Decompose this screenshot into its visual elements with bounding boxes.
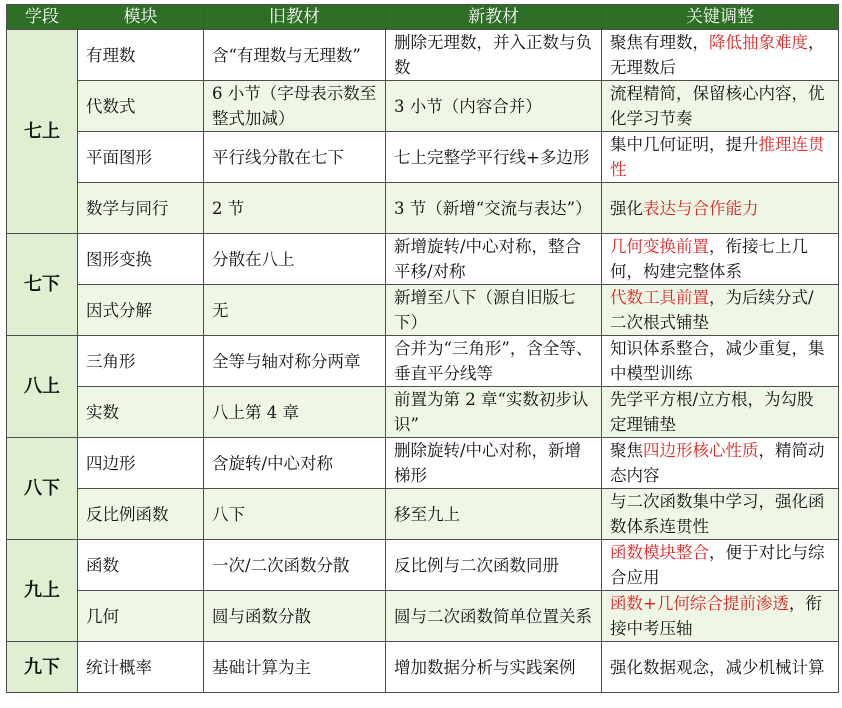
old-textbook-cell: 八上第 4 章	[204, 387, 386, 438]
new-textbook-cell: 新增至八下（源自旧版七下）	[386, 285, 602, 336]
header-module: 模块	[78, 5, 204, 30]
adjustment-text: 流程精简，保留核心内容，优化学习节奏	[610, 84, 825, 128]
table-row	[7, 387, 839, 438]
old-textbook-cell: 无	[204, 285, 386, 336]
new-textbook-cell: 删除无理数，并入正数与负数	[386, 30, 602, 81]
module-cell: 几何	[78, 591, 204, 642]
table-row	[7, 489, 839, 540]
adjustment-text: 强化数据观念，减少机械计算	[610, 657, 825, 677]
adjustment-text: ，无理数后	[610, 33, 825, 77]
header-new-textbook: 新教材	[386, 5, 602, 30]
table-row	[7, 30, 839, 81]
adjustment-text: ，衔接七上几何，构建完整体系	[610, 237, 808, 281]
adjustment-text: ，精简动态内容	[610, 441, 825, 485]
module-cell: 实数	[78, 387, 204, 438]
old-textbook-cell: 分散在八上	[204, 234, 386, 285]
header-old-textbook: 旧教材	[204, 5, 386, 30]
header-key-adjustment: 关键调整	[602, 5, 839, 30]
key-adjustment-cell	[602, 642, 839, 693]
module-cell: 数学与同行	[78, 183, 204, 234]
table-row	[7, 234, 839, 285]
old-textbook-cell: 基础计算为主	[204, 642, 386, 693]
highlight-text: 推理连贯性	[610, 135, 825, 179]
new-textbook-cell: 新增旋转/中心对称，整合平移/对称	[386, 234, 602, 285]
key-adjustment-cell	[602, 30, 839, 81]
old-textbook-cell: 一次/二次函数分散	[204, 540, 386, 591]
adjustment-text: 集中几何证明，提升	[610, 135, 759, 154]
highlight-text: 函数模块整合	[610, 543, 709, 562]
key-adjustment-cell	[602, 591, 839, 642]
key-adjustment-cell	[602, 540, 839, 591]
old-textbook-cell: 圆与函数分散	[204, 591, 386, 642]
old-textbook-cell: 含“有理数与无理数”	[204, 30, 386, 81]
highlight-text: 几何变换前置	[610, 237, 709, 256]
new-textbook-cell: 移至九上	[386, 489, 602, 540]
grade-cell: 九上	[7, 540, 78, 642]
module-cell: 因式分解	[78, 285, 204, 336]
table-row	[7, 336, 839, 387]
highlight-text: 代数工具前置	[610, 288, 709, 307]
key-adjustment-cell	[602, 438, 839, 489]
module-cell: 函数	[78, 540, 204, 591]
new-textbook-cell: 七上完整学平行线+多边形	[386, 132, 602, 183]
grade-cell: 七上	[7, 30, 78, 234]
old-textbook-cell: 6 小节（字母表示数至整式加减）	[204, 81, 386, 132]
adjustment-text: 聚焦有理数，	[610, 33, 709, 52]
module-cell: 平面图形	[78, 132, 204, 183]
adjustment-text: ，衔接中考压轴	[610, 594, 822, 638]
highlight-text: 表达与合作能力	[643, 198, 759, 218]
adjustment-text: ，为后续分式/二次根式铺垫	[610, 288, 814, 332]
old-textbook-cell: 2 节	[204, 183, 386, 234]
grade-cell: 九下	[7, 642, 78, 693]
module-cell: 有理数	[78, 30, 204, 81]
table-row	[7, 540, 839, 591]
new-textbook-cell: 圆与二次函数简单位置关系	[386, 591, 602, 642]
table-row	[7, 438, 839, 489]
old-textbook-cell: 平行线分散在七下	[204, 132, 386, 183]
curriculum-comparison-table	[6, 4, 839, 693]
old-textbook-cell: 八下	[204, 489, 386, 540]
key-adjustment-cell	[602, 489, 839, 540]
new-textbook-cell: 反比例与二次函数同册	[386, 540, 602, 591]
adjustment-text: 知识体系整合，减少重复，集中模型训练	[610, 339, 825, 383]
module-cell: 图形变换	[78, 234, 204, 285]
adjustment-text: ，便于对比与综合应用	[610, 543, 825, 587]
adjustment-text: 聚焦	[610, 441, 643, 460]
key-adjustment-cell	[602, 285, 839, 336]
header-grade: 学段	[7, 5, 78, 30]
key-adjustment-cell	[602, 132, 839, 183]
module-cell: 三角形	[78, 336, 204, 387]
grade-cell: 八下	[7, 438, 78, 540]
adjustment-text: 强化	[610, 198, 643, 218]
grade-cell: 七下	[7, 234, 78, 336]
module-cell: 四边形	[78, 438, 204, 489]
table-row	[7, 591, 839, 642]
grade-cell: 八上	[7, 336, 78, 438]
table-body	[7, 30, 839, 693]
highlight-text: 降低抽象难度	[709, 33, 808, 52]
new-textbook-cell: 增加数据分析与实践案例	[386, 642, 602, 693]
key-adjustment-cell	[602, 234, 839, 285]
module-cell: 代数式	[78, 81, 204, 132]
module-cell: 统计概率	[78, 642, 204, 693]
new-textbook-cell: 3 节（新增“交流与表达”）	[386, 183, 602, 234]
table-row	[7, 285, 839, 336]
table-row	[7, 183, 839, 234]
table-row	[7, 132, 839, 183]
adjustment-text: 与二次函数集中学习，强化函数体系连贯性	[610, 492, 825, 536]
new-textbook-cell: 前置为第 2 章“实数初步认识”	[386, 387, 602, 438]
old-textbook-cell: 全等与轴对称分两章	[204, 336, 386, 387]
adjustment-text: 先学平方根/立方根，为勾股定理铺垫	[610, 390, 814, 434]
new-textbook-cell: 合并为“三角形”，含全等、垂直平分线等	[386, 336, 602, 387]
new-textbook-cell: 删除旋转/中心对称，新增梯形	[386, 438, 602, 489]
key-adjustment-cell	[602, 81, 839, 132]
header-row	[7, 5, 839, 30]
table-row	[7, 642, 839, 693]
key-adjustment-cell	[602, 336, 839, 387]
table-row	[7, 81, 839, 132]
key-adjustment-cell	[602, 387, 839, 438]
highlight-text: 函数+几何综合提前渗透	[610, 594, 789, 613]
highlight-text: 四边形核心性质	[643, 441, 759, 460]
new-textbook-cell: 3 小节（内容合并）	[386, 81, 602, 132]
key-adjustment-cell	[602, 183, 839, 234]
old-textbook-cell: 含旋转/中心对称	[204, 438, 386, 489]
module-cell: 反比例函数	[78, 489, 204, 540]
